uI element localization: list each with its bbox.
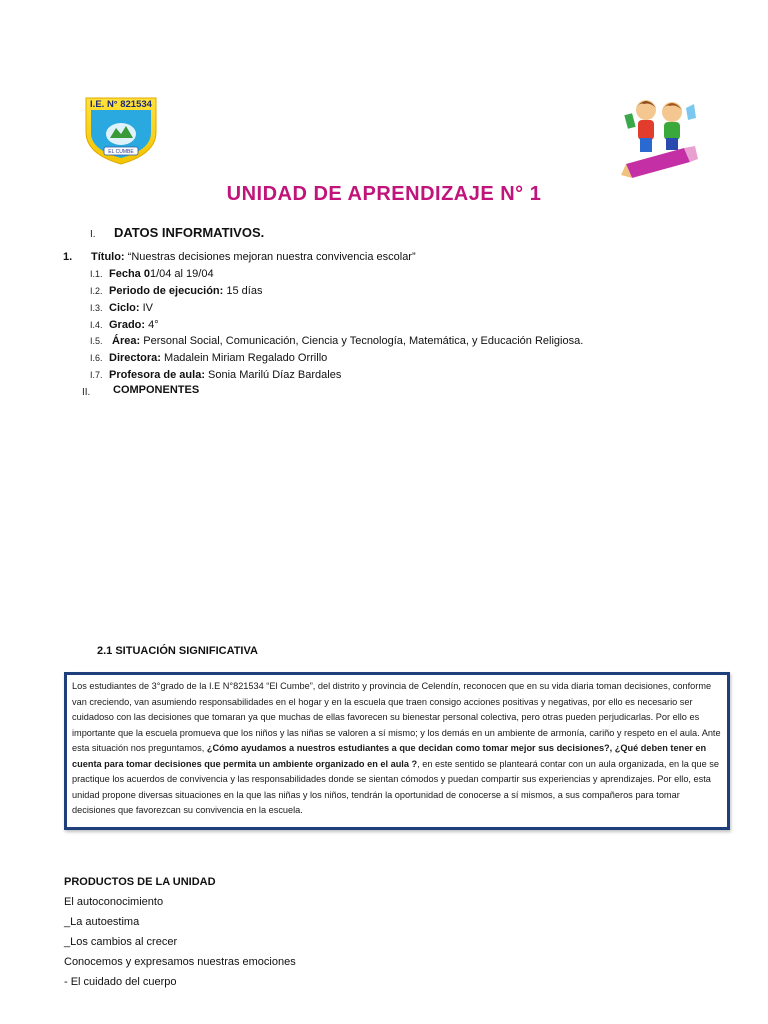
page-title: UNIDAD DE APRENDIZAJE N° 1	[226, 183, 542, 205]
situacion-text-part: , en este sentido se planteará contar con un aula organizada, en la que se practique los acuerdos de convivencia y las responsabilidades donde se sientan cómodos y puedan compartir sus experiencias y aprendizajes. Por ello, esta unidad propone diversas situaciones en la que las niñas y los niños, tendrán la oportunidad de conocerse a sí mismos, a sus compañeros para tomar decisiones que favorezcan su convivencia en la escuela.	[72, 758, 720, 815]
producto-item: El autoconocimiento	[64, 896, 164, 908]
crest-text: I.E. N° 821534	[90, 99, 152, 110]
info-row-value: Madalein Miriam Regalado Orrillo	[160, 352, 328, 364]
info-row-label: Profesora de aula:	[109, 369, 205, 381]
info-row-number: I.2.	[90, 286, 103, 296]
section-heading-componentes: COMPONENTES	[113, 384, 200, 396]
titulo-value: “Nuestras decisiones mejoran nuestra convivencia escolar”	[124, 251, 416, 263]
situacion-paragraph	[72, 679, 723, 819]
info-row-value: 1/04 al 19/04	[149, 268, 214, 280]
school-crest-logo	[80, 92, 162, 166]
info-row-label: Grado:	[109, 319, 146, 331]
info-row-periodo	[90, 285, 262, 297]
info-row-number: I.4.	[90, 320, 103, 330]
situacion-heading: 2.1 SITUACIÓN SIGNIFICATIVA	[97, 645, 258, 657]
info-row-number: I.5.	[90, 336, 103, 346]
info-row-grado	[90, 319, 159, 331]
productos-heading: PRODUCTOS DE LA UNIDAD	[64, 876, 216, 888]
section-numeral: I.	[90, 229, 96, 240]
info-row-number: I.3.	[90, 303, 103, 313]
situacion-text-part: Los estudiantes de 3°grado de la I.E N°821534 “El Cumbe”, del distrito y provincia de Celendín, reconocen que en su vida diaria toman decisiones, conforme van creciendo, van asumiendo responsabilidades en el hogar y en la escuela que traen consigo acciones positivas y negativas, por ello es necesario ser cuidadoso con las decisiones que tomaran ya que muchas de ellas favorecen su bienestar personal colectiva, pero otras pueden perjudicarlas. Por ello es importante que la escuela promueva que los niños y las niñas se valoren a sí mismo; y los demás en un ambiente de armonía, cariño y respeto en el aula. Ante esta situación nos preguntamos,	[72, 681, 721, 753]
producto-item: Conocemos y expresamos nuestras emociones	[64, 956, 296, 968]
info-row-directora	[90, 352, 327, 364]
section-numeral: II.	[82, 387, 91, 398]
info-row-number: I.7.	[90, 370, 103, 380]
info-row-profesora	[90, 369, 341, 381]
situacion-question: ¿Cómo ayudamos a nuestros estudiantes a que decidan como tomar mejor sus decisiones?, ¿Qué deben tener en cuenta para tomar decisiones que permita un ambiente organizado en el aula ?	[72, 743, 707, 769]
titulo-row	[63, 251, 416, 263]
info-row-number: I.6.	[90, 353, 103, 363]
info-row-label: Fecha 0	[109, 268, 150, 280]
info-row-value: Personal Social, Comunicación, Ciencia y Tecnología, Matemática, y Educación Religiosa.	[140, 335, 584, 347]
titulo-number: 1.	[63, 251, 73, 263]
info-row-label: Periodo de ejecución:	[109, 285, 224, 297]
children-on-pencil-illustration	[620, 88, 700, 184]
info-row-label: Área:	[109, 335, 141, 347]
info-row-value: IV	[139, 302, 154, 314]
crest-banner: EL CUMBE	[108, 149, 134, 155]
producto-item: _Los cambios al crecer	[64, 936, 178, 948]
producto-item: _La autoestima	[64, 916, 140, 928]
section-heading-datos: DATOS INFORMATIVOS.	[114, 225, 265, 240]
info-row-label: Directora:	[109, 352, 161, 364]
producto-item: - El cuidado del cuerpo	[64, 976, 177, 988]
info-row-value: 4°	[145, 319, 159, 331]
info-row-area	[90, 335, 583, 347]
info-row-value: Sonia Marilú Díaz Bardales	[204, 369, 342, 381]
info-row-number: I.1.	[90, 269, 103, 279]
info-row-ciclo	[90, 302, 153, 314]
info-row-fecha	[90, 268, 214, 280]
info-row-value: 15 días	[223, 285, 263, 297]
info-row-label: Ciclo:	[109, 302, 140, 314]
situacion-box	[64, 672, 730, 830]
titulo-label: Título:	[91, 251, 125, 263]
